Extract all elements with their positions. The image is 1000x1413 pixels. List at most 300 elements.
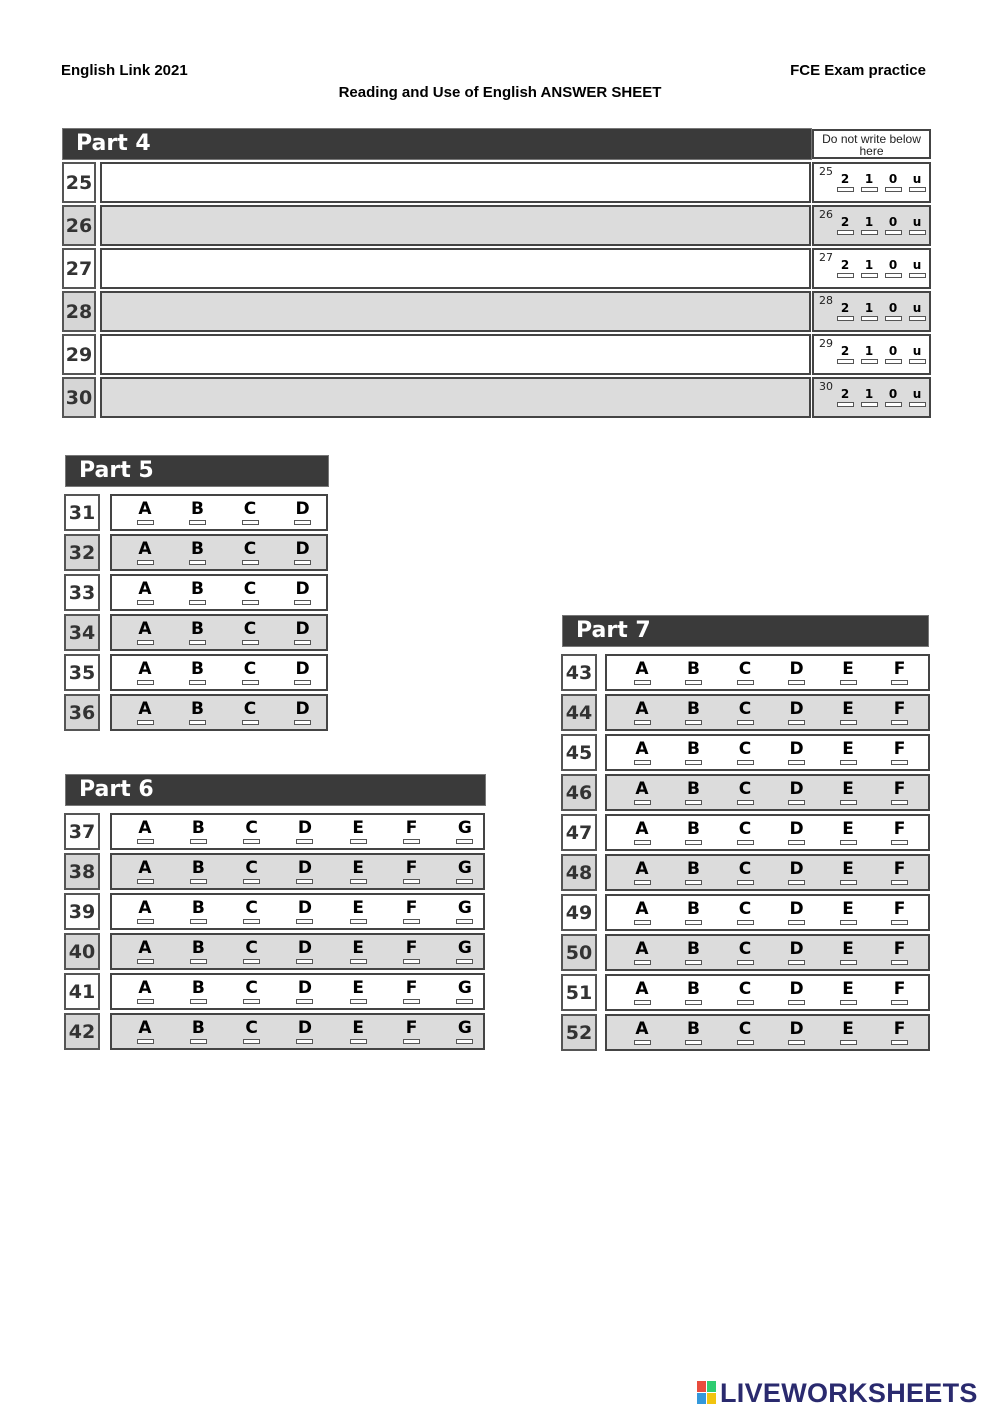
option-bubble[interactable] [785,859,809,885]
option-mark [456,839,473,844]
score-bubble [909,402,926,407]
option-letter: A [138,699,152,719]
option-bubble[interactable] [291,499,315,525]
option-letter: C [738,739,752,759]
option-bubble[interactable] [400,938,424,964]
option-bubble[interactable] [133,858,157,884]
option-mark [456,1039,473,1044]
option-bubble[interactable] [133,978,157,1004]
option-letter: F [893,819,906,839]
option-letter: G [457,898,472,918]
score-bubble [861,230,878,235]
option-bubble[interactable] [291,659,315,685]
option-letter: F [893,899,906,919]
option-mark [634,800,651,805]
answer-row [110,813,485,850]
option-bubble[interactable] [133,898,157,924]
option-letter: A [138,978,152,998]
option-bubble[interactable] [133,579,157,605]
option-bubble[interactable] [400,858,424,884]
option-mark [190,879,207,884]
option-bubble[interactable] [785,699,809,725]
option-mark [685,840,702,845]
marking-box [812,334,931,375]
option-mark [840,960,857,965]
option-letter: A [635,779,649,799]
option-bubble[interactable] [630,659,654,685]
part5-title: Part 5 [66,456,328,486]
option-bubble[interactable] [238,499,262,525]
option-letter: B [191,1018,205,1038]
part7-title: Part 7 [563,616,928,646]
option-bubble[interactable] [733,899,757,925]
option-bubble[interactable] [682,859,706,885]
option-bubble[interactable] [133,699,157,725]
score-label: 1 [864,344,874,358]
option-bubble[interactable] [630,939,654,965]
question-number: 36 [64,694,100,731]
score-bubble [837,230,854,235]
score-label: 2 [840,215,850,229]
option-letter: D [297,898,312,918]
option-bubble[interactable] [733,979,757,1005]
option-mark [403,879,420,884]
option-bubble[interactable] [682,939,706,965]
option-letter: C [243,499,257,519]
option-bubble[interactable] [133,499,157,525]
option-bubble[interactable] [291,699,315,725]
option-bubble[interactable] [836,699,860,725]
option-bubble[interactable] [630,699,654,725]
question-number: 51 [561,974,597,1011]
option-bubble[interactable] [453,978,477,1004]
option-bubble[interactable] [346,858,370,884]
option-bubble[interactable] [785,979,809,1005]
option-mark [137,1039,154,1044]
logo-cubes-icon [697,1381,717,1405]
answer-field[interactable] [100,162,811,203]
option-bubble[interactable] [346,898,370,924]
answer-row [110,1013,485,1050]
option-bubble[interactable] [238,699,262,725]
option-bubble[interactable] [240,978,264,1004]
marking-question-number: 29 [819,337,833,350]
option-bubble[interactable] [682,1019,706,1045]
score-bubble [885,402,902,407]
question-number: 48 [561,854,597,891]
question-number: 34 [64,614,100,651]
option-bubble[interactable] [785,779,809,805]
option-bubble[interactable] [733,939,757,965]
option-letter: E [842,739,854,759]
answer-row [110,893,485,930]
option-mark [350,959,367,964]
option-bubble[interactable] [346,1018,370,1044]
score-bubble [885,316,902,321]
marking-question-number: 27 [819,251,833,264]
option-bubble[interactable] [785,819,809,845]
option-mark [189,720,206,725]
option-letter: C [738,819,752,839]
answer-row [110,933,485,970]
option-bubble[interactable] [133,659,157,685]
question-number: 27 [62,248,96,289]
option-bubble[interactable] [240,818,264,844]
option-letter: D [789,779,804,799]
option-letter: B [687,819,700,839]
option-bubble[interactable] [186,858,210,884]
option-bubble[interactable] [453,1018,477,1044]
option-bubble[interactable] [133,938,157,964]
option-bubble[interactable] [733,779,757,805]
option-bubble[interactable] [293,978,317,1004]
question-number: 29 [62,334,96,375]
score-option [881,215,905,235]
option-bubble[interactable] [186,659,210,685]
option-bubble[interactable] [400,1018,424,1044]
option-bubble[interactable] [733,739,757,765]
liveworksheets-logo [697,1377,993,1409]
score-option [857,258,881,278]
option-bubble[interactable] [133,539,157,565]
option-mark [788,720,805,725]
option-letter: F [893,979,906,999]
option-bubble[interactable] [630,979,654,1005]
option-mark [294,720,311,725]
option-mark [350,879,367,884]
option-mark [737,880,754,885]
option-mark [840,720,857,725]
option-bubble[interactable] [733,699,757,725]
option-bubble[interactable] [682,819,706,845]
option-letter: C [243,579,257,599]
score-bubble [885,230,902,235]
score-option [905,258,929,278]
option-letter: E [352,978,364,998]
option-bubble[interactable] [133,1018,157,1044]
option-bubble[interactable] [238,659,262,685]
option-bubble[interactable] [186,1018,210,1044]
option-bubble[interactable] [630,739,654,765]
option-letter: E [842,859,854,879]
option-bubble[interactable] [453,898,477,924]
option-bubble[interactable] [346,818,370,844]
option-mark [634,760,651,765]
option-bubble[interactable] [346,978,370,1004]
option-bubble[interactable] [186,818,210,844]
answer-field[interactable] [100,334,811,375]
option-bubble[interactable] [238,579,262,605]
score-option [857,387,881,407]
option-bubble[interactable] [400,898,424,924]
option-mark [137,640,154,645]
score-option [833,387,857,407]
option-bubble[interactable] [888,859,912,885]
score-label: 2 [840,172,850,186]
score-option [857,172,881,192]
option-letter: B [191,499,204,519]
option-letter: E [842,899,854,919]
option-letter: A [138,619,152,639]
option-letter: B [687,979,700,999]
option-bubble[interactable] [453,818,477,844]
option-bubble[interactable] [888,979,912,1005]
option-letter: A [138,938,152,958]
option-bubble[interactable] [888,819,912,845]
option-letter: F [405,898,418,918]
header-right: FCE Exam practice [790,62,926,79]
option-bubble[interactable] [630,1019,654,1045]
option-bubble[interactable] [836,779,860,805]
option-bubble[interactable] [238,619,262,645]
option-bubble[interactable] [240,898,264,924]
option-letter: F [893,699,906,719]
option-mark [634,880,651,885]
answer-field[interactable] [100,248,811,289]
option-letter: D [297,818,312,838]
option-letter: B [191,539,204,559]
option-mark [296,1039,313,1044]
option-bubble[interactable] [682,899,706,925]
option-mark [891,1000,908,1005]
option-bubble[interactable] [291,539,315,565]
option-letter: G [457,938,472,958]
option-mark [189,600,206,605]
question-number: 42 [64,1013,100,1050]
option-bubble[interactable] [836,1019,860,1045]
option-letter: D [297,858,312,878]
option-bubble[interactable] [836,979,860,1005]
option-mark [350,839,367,844]
question-number: 26 [62,205,96,246]
option-mark [456,959,473,964]
option-bubble[interactable] [733,659,757,685]
option-bubble[interactable] [186,579,210,605]
option-letter: E [842,1019,854,1039]
option-mark [634,680,651,685]
option-mark [296,919,313,924]
option-bubble[interactable] [682,739,706,765]
answer-field[interactable] [100,291,811,332]
marking-box [812,248,931,289]
option-bubble[interactable] [733,819,757,845]
score-label: 0 [888,301,898,315]
option-letter: F [893,1019,906,1039]
option-mark [891,1040,908,1045]
option-bubble[interactable] [293,938,317,964]
question-number: 30 [62,377,96,418]
option-bubble[interactable] [682,779,706,805]
option-bubble[interactable] [291,619,315,645]
option-bubble[interactable] [400,978,424,1004]
answer-row [110,694,328,731]
option-bubble[interactable] [785,739,809,765]
option-letter: D [789,659,804,679]
option-bubble[interactable] [293,858,317,884]
option-mark [634,720,651,725]
option-letter: B [687,859,700,879]
option-bubble[interactable] [836,899,860,925]
option-mark [243,1039,260,1044]
option-mark [190,919,207,924]
option-bubble[interactable] [682,699,706,725]
option-bubble[interactable] [291,579,315,605]
marking-box [812,162,931,203]
question-number: 32 [64,534,100,571]
option-letter: C [245,1018,258,1038]
answer-row [605,734,930,771]
option-mark [294,560,311,565]
part4-title: Part 4 [63,129,811,159]
answer-row [110,614,328,651]
option-bubble[interactable] [888,939,912,965]
option-letter: D [789,979,804,999]
option-letter: A [635,939,649,959]
option-mark [242,640,259,645]
option-bubble[interactable] [888,659,912,685]
answer-row [605,694,930,731]
option-letter: A [138,818,152,838]
option-letter: D [789,939,804,959]
option-letter: C [738,1019,752,1039]
score-bubble [861,402,878,407]
score-label: u [912,258,922,272]
option-letter: A [635,899,649,919]
question-number: 31 [64,494,100,531]
option-bubble[interactable] [630,859,654,885]
score-bubble [909,187,926,192]
option-bubble[interactable] [186,938,210,964]
score-label: 0 [888,387,898,401]
option-bubble[interactable] [293,898,317,924]
option-bubble[interactable] [785,939,809,965]
option-bubble[interactable] [186,978,210,1004]
option-mark [891,800,908,805]
option-bubble[interactable] [785,899,809,925]
option-bubble[interactable] [682,979,706,1005]
option-bubble[interactable] [453,938,477,964]
option-bubble[interactable] [186,619,210,645]
option-bubble[interactable] [400,818,424,844]
option-letter: F [405,858,418,878]
option-bubble[interactable] [453,858,477,884]
option-bubble[interactable] [346,938,370,964]
option-mark [456,999,473,1004]
answer-row [605,774,930,811]
option-bubble[interactable] [630,899,654,925]
option-mark [737,680,754,685]
option-letter: C [738,859,752,879]
option-mark [840,1000,857,1005]
option-bubble[interactable] [836,659,860,685]
answer-row [110,534,328,571]
score-bubble [837,187,854,192]
option-bubble[interactable] [836,819,860,845]
marking-question-number: 26 [819,208,833,221]
option-mark [242,520,259,525]
option-letter: G [457,858,472,878]
option-mark [243,879,260,884]
part6-title: Part 6 [66,775,485,805]
option-letter: B [687,1019,700,1039]
option-letter: C [738,979,752,999]
marking-question-number: 25 [819,165,833,178]
question-number: 37 [64,813,100,850]
option-bubble[interactable] [682,659,706,685]
question-number: 43 [561,654,597,691]
option-bubble[interactable] [888,699,912,725]
option-letter: A [138,659,152,679]
option-bubble[interactable] [240,858,264,884]
marking-box [812,291,931,332]
score-bubble [909,359,926,364]
option-letter: C [738,659,752,679]
option-bubble[interactable] [186,539,210,565]
option-bubble[interactable] [630,819,654,845]
option-bubble[interactable] [733,1019,757,1045]
option-bubble[interactable] [240,938,264,964]
option-bubble[interactable] [836,859,860,885]
option-mark [788,1000,805,1005]
option-bubble[interactable] [733,859,757,885]
score-option [905,172,929,192]
option-bubble[interactable] [186,499,210,525]
answer-field[interactable] [100,377,811,418]
option-bubble[interactable] [293,818,317,844]
option-bubble[interactable] [888,779,912,805]
option-bubble[interactable] [186,699,210,725]
option-letter: D [295,539,310,559]
option-bubble[interactable] [133,619,157,645]
option-mark [242,600,259,605]
option-letter: B [191,659,204,679]
option-mark [242,560,259,565]
score-option [857,301,881,321]
score-option [833,258,857,278]
option-letter: A [138,898,152,918]
question-number: 44 [561,694,597,731]
option-bubble[interactable] [888,739,912,765]
option-bubble[interactable] [293,1018,317,1044]
option-mark [296,999,313,1004]
option-bubble[interactable] [785,659,809,685]
option-letter: A [138,539,152,559]
option-bubble[interactable] [186,898,210,924]
answer-field[interactable] [100,205,811,246]
option-letter: A [635,859,649,879]
option-bubble[interactable] [836,739,860,765]
score-option [905,344,929,364]
option-bubble[interactable] [133,818,157,844]
option-mark [456,879,473,884]
option-mark [891,960,908,965]
score-label: 0 [888,215,898,229]
option-bubble[interactable] [888,899,912,925]
option-mark [788,680,805,685]
option-letter: D [297,978,312,998]
option-bubble[interactable] [238,539,262,565]
option-letter: E [842,659,854,679]
option-mark [737,800,754,805]
option-letter: A [138,499,152,519]
option-bubble[interactable] [888,1019,912,1045]
option-letter: C [243,619,257,639]
option-bubble[interactable] [785,1019,809,1045]
option-mark [137,879,154,884]
option-bubble[interactable] [836,939,860,965]
option-bubble[interactable] [630,779,654,805]
option-bubble[interactable] [240,1018,264,1044]
